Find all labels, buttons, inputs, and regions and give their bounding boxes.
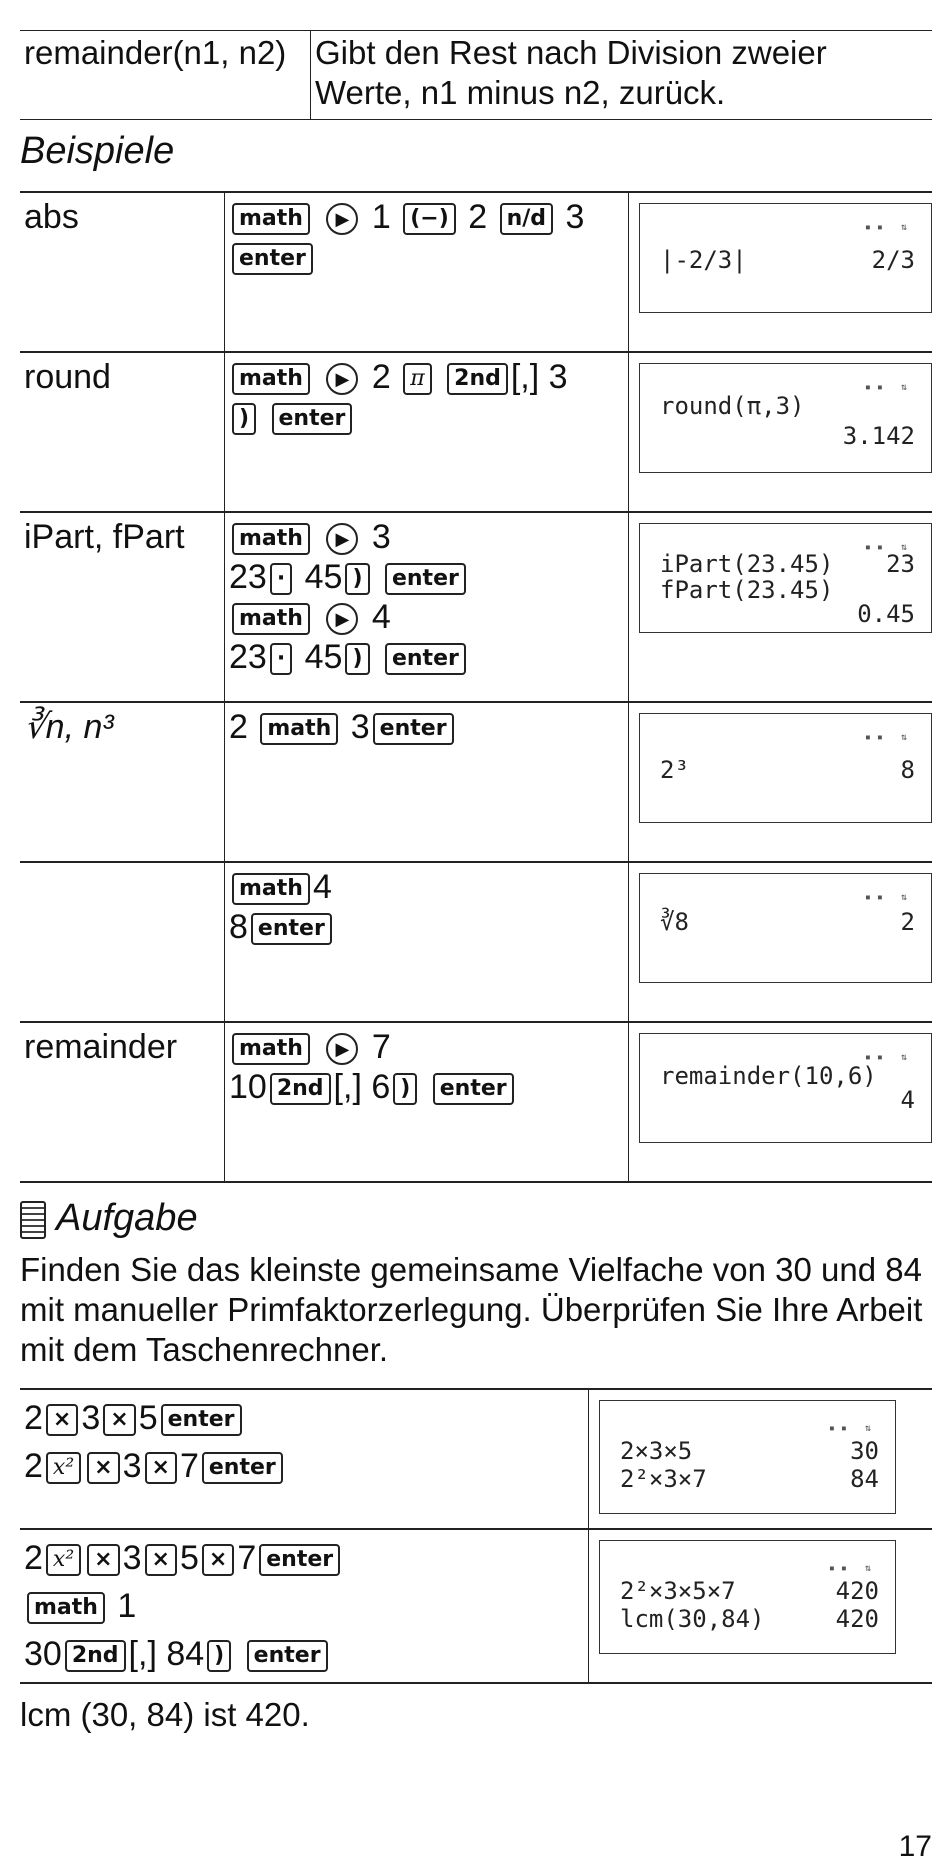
- example-screen: [629, 862, 933, 1022]
- display-result: 2/3: [871, 246, 915, 274]
- task-row: [20, 1529, 932, 1683]
- key-times: ×: [87, 1452, 119, 1484]
- comma-label: [,]: [510, 358, 540, 396]
- display-input: remainder(10,6): [660, 1062, 877, 1090]
- example-keys: math ▶ 2 π 2nd [,] 3 ) enter: [225, 352, 629, 512]
- calculator-display: [599, 1540, 896, 1654]
- calculator-display: [639, 523, 932, 633]
- key-math: math: [232, 1033, 310, 1065]
- example-screen: [629, 512, 933, 702]
- key-times: ×: [145, 1452, 177, 1484]
- key-pi: π: [403, 363, 431, 395]
- key-enter: enter: [259, 1544, 340, 1576]
- key-rparen: ): [345, 643, 369, 675]
- display-result: 0.45: [857, 600, 915, 628]
- display-input: 2²×3×7: [620, 1465, 707, 1493]
- definition-term: remainder(n1, n2): [20, 31, 311, 120]
- display-result: 8: [900, 756, 915, 784]
- status-indicator-icon: ▪▪ ⇅: [828, 1563, 877, 1574]
- key-dot: ·: [270, 643, 292, 675]
- key-2nd: 2nd: [270, 1073, 331, 1105]
- status-indicator-icon: ▪▪ ⇅: [864, 542, 913, 553]
- example-row: [20, 862, 932, 1022]
- example-screen: [629, 192, 933, 352]
- task-screen: [589, 1529, 933, 1683]
- display-input: |-2/3|: [660, 246, 747, 274]
- task-heading-text: Aufgabe: [56, 1197, 198, 1239]
- calculator-icon: [20, 1201, 46, 1239]
- key-enter: enter: [161, 1404, 242, 1436]
- key-times: ×: [87, 1544, 119, 1576]
- right-arrow-icon: ▶: [326, 603, 358, 635]
- key-square: x²: [46, 1544, 81, 1576]
- display-result: 23: [886, 550, 915, 578]
- display-result: 3.142: [842, 422, 915, 450]
- key-math: math: [27, 1592, 105, 1624]
- status-indicator-icon: ▪▪ ⇅: [864, 382, 913, 393]
- key-math: math: [232, 873, 310, 905]
- key-square: x²: [46, 1452, 81, 1484]
- calculator-display: [639, 363, 932, 473]
- example-keys: math ▶ 1 (−) 2 n/d 3 enter: [225, 192, 629, 352]
- key-rparen: ): [393, 1073, 417, 1105]
- examples-heading: Beispiele: [20, 130, 175, 172]
- definition-table: [20, 30, 932, 120]
- example-keys: 2 math 3 enter: [225, 702, 629, 862]
- key-math: math: [260, 713, 338, 745]
- task-table: [20, 1388, 932, 1684]
- example-row: [20, 1022, 932, 1182]
- example-name: round: [20, 352, 225, 512]
- display-input: 2²×3×5×7: [620, 1577, 736, 1605]
- key-2nd: 2nd: [447, 363, 508, 395]
- key-enter: enter: [433, 1073, 514, 1105]
- key-enter: enter: [385, 643, 466, 675]
- task-screen: [589, 1389, 933, 1529]
- example-name: [20, 862, 225, 1022]
- example-screen: [629, 702, 933, 862]
- comma-label: [,]: [333, 1068, 362, 1106]
- key-math: math: [232, 203, 310, 235]
- display-result: 30: [850, 1437, 879, 1465]
- task-result: lcm (30, 84) ist 420.: [20, 1696, 310, 1733]
- comma-label: [,]: [128, 1635, 157, 1673]
- example-screen: [629, 1022, 933, 1182]
- key-math: math: [232, 603, 310, 635]
- example-name: ∛n, n³: [20, 702, 225, 862]
- display-result: 4: [900, 1086, 915, 1114]
- key-enter: enter: [251, 913, 332, 945]
- right-arrow-icon: ▶: [326, 1033, 358, 1065]
- example-row: [20, 512, 932, 702]
- status-indicator-icon: ▪▪ ⇅: [864, 1052, 913, 1063]
- key-rparen: ): [345, 563, 369, 595]
- key-math: math: [232, 523, 310, 555]
- status-indicator-icon: ▪▪ ⇅: [828, 1423, 877, 1434]
- example-keys: math ▶ 7 10 2nd [,] 6 ) enter: [225, 1022, 629, 1182]
- key-rparen: ): [232, 403, 256, 435]
- display-result: 420: [835, 1605, 879, 1633]
- key-dot: ·: [270, 563, 292, 595]
- example-screen: [629, 352, 933, 512]
- right-arrow-icon: ▶: [326, 363, 358, 395]
- display-result: 2: [900, 908, 915, 936]
- page-number: 17: [898, 1830, 932, 1863]
- task-keys: 2 x² × 3 × 5 × 7 enter math 1 30 2nd [,] 84 ) enter: [20, 1529, 589, 1683]
- key-times: ×: [202, 1544, 234, 1576]
- task-row: [20, 1389, 932, 1529]
- right-arrow-icon: ▶: [326, 203, 358, 235]
- display-input: ∛8: [660, 908, 689, 936]
- example-name: abs: [20, 192, 225, 352]
- page: [20, 30, 932, 1734]
- display-result: 420: [835, 1577, 879, 1605]
- key-enter: enter: [272, 403, 353, 435]
- display-input: 2³: [660, 756, 689, 784]
- example-row: [20, 702, 932, 862]
- key-times: ×: [145, 1544, 177, 1576]
- example-row: [20, 192, 932, 352]
- key-enter: enter: [232, 243, 313, 275]
- task-text: Finden Sie das kleinste gemeinsame Vielfache von 30 und 84 mit manueller Primfaktorzerlegung. Überprüfen Sie Ihre Arbeit mit dem Taschenrechner.: [20, 1251, 923, 1368]
- key-fraction: n/d: [500, 203, 553, 235]
- example-keys: math ▶ 3 23 · 45 ) enter math ▶ 4 23 · 45 ) enter: [225, 512, 629, 702]
- right-arrow-icon: ▶: [326, 523, 358, 555]
- calculator-display: [639, 873, 932, 983]
- calculator-display: [599, 1400, 896, 1514]
- example-name: iPart, fPart: [20, 512, 225, 702]
- display-input: lcm(30,84): [620, 1605, 765, 1633]
- status-indicator-icon: ▪▪ ⇅: [864, 732, 913, 743]
- key-times: ×: [103, 1404, 135, 1436]
- calculator-display: [639, 713, 932, 823]
- display-result: 84: [850, 1465, 879, 1493]
- key-enter: enter: [247, 1640, 328, 1672]
- calculator-display: [639, 1033, 932, 1143]
- status-indicator-icon: ▪▪ ⇅: [864, 222, 913, 233]
- key-2nd: 2nd: [65, 1640, 126, 1672]
- display-input: iPart(23.45): [660, 550, 834, 578]
- status-indicator-icon: ▪▪ ⇅: [864, 892, 913, 903]
- example-name: remainder: [20, 1022, 225, 1182]
- key-rparen: ): [207, 1640, 231, 1672]
- display-input: round(π,3): [660, 392, 805, 420]
- definition-text: Gibt den Rest nach Division zweier Werte, n1 minus n2, zurück.: [311, 31, 933, 120]
- display-input: fPart(23.45): [660, 576, 834, 604]
- examples-table: [20, 191, 932, 1183]
- task-keys: 2 × 3 × 5 enter 2 x² × 3 × 7 enter: [20, 1389, 589, 1529]
- key-enter: enter: [202, 1452, 283, 1484]
- display-input: 2×3×5: [620, 1437, 693, 1465]
- key-math: math: [232, 363, 310, 395]
- example-row: [20, 352, 932, 512]
- calculator-display: [639, 203, 932, 313]
- key-times: ×: [46, 1404, 78, 1436]
- key-negative: (−): [403, 203, 456, 235]
- task-heading: [20, 1197, 932, 1240]
- key-enter: enter: [373, 713, 454, 745]
- example-keys: math 4 8 enter: [225, 862, 629, 1022]
- key-enter: enter: [385, 563, 466, 595]
